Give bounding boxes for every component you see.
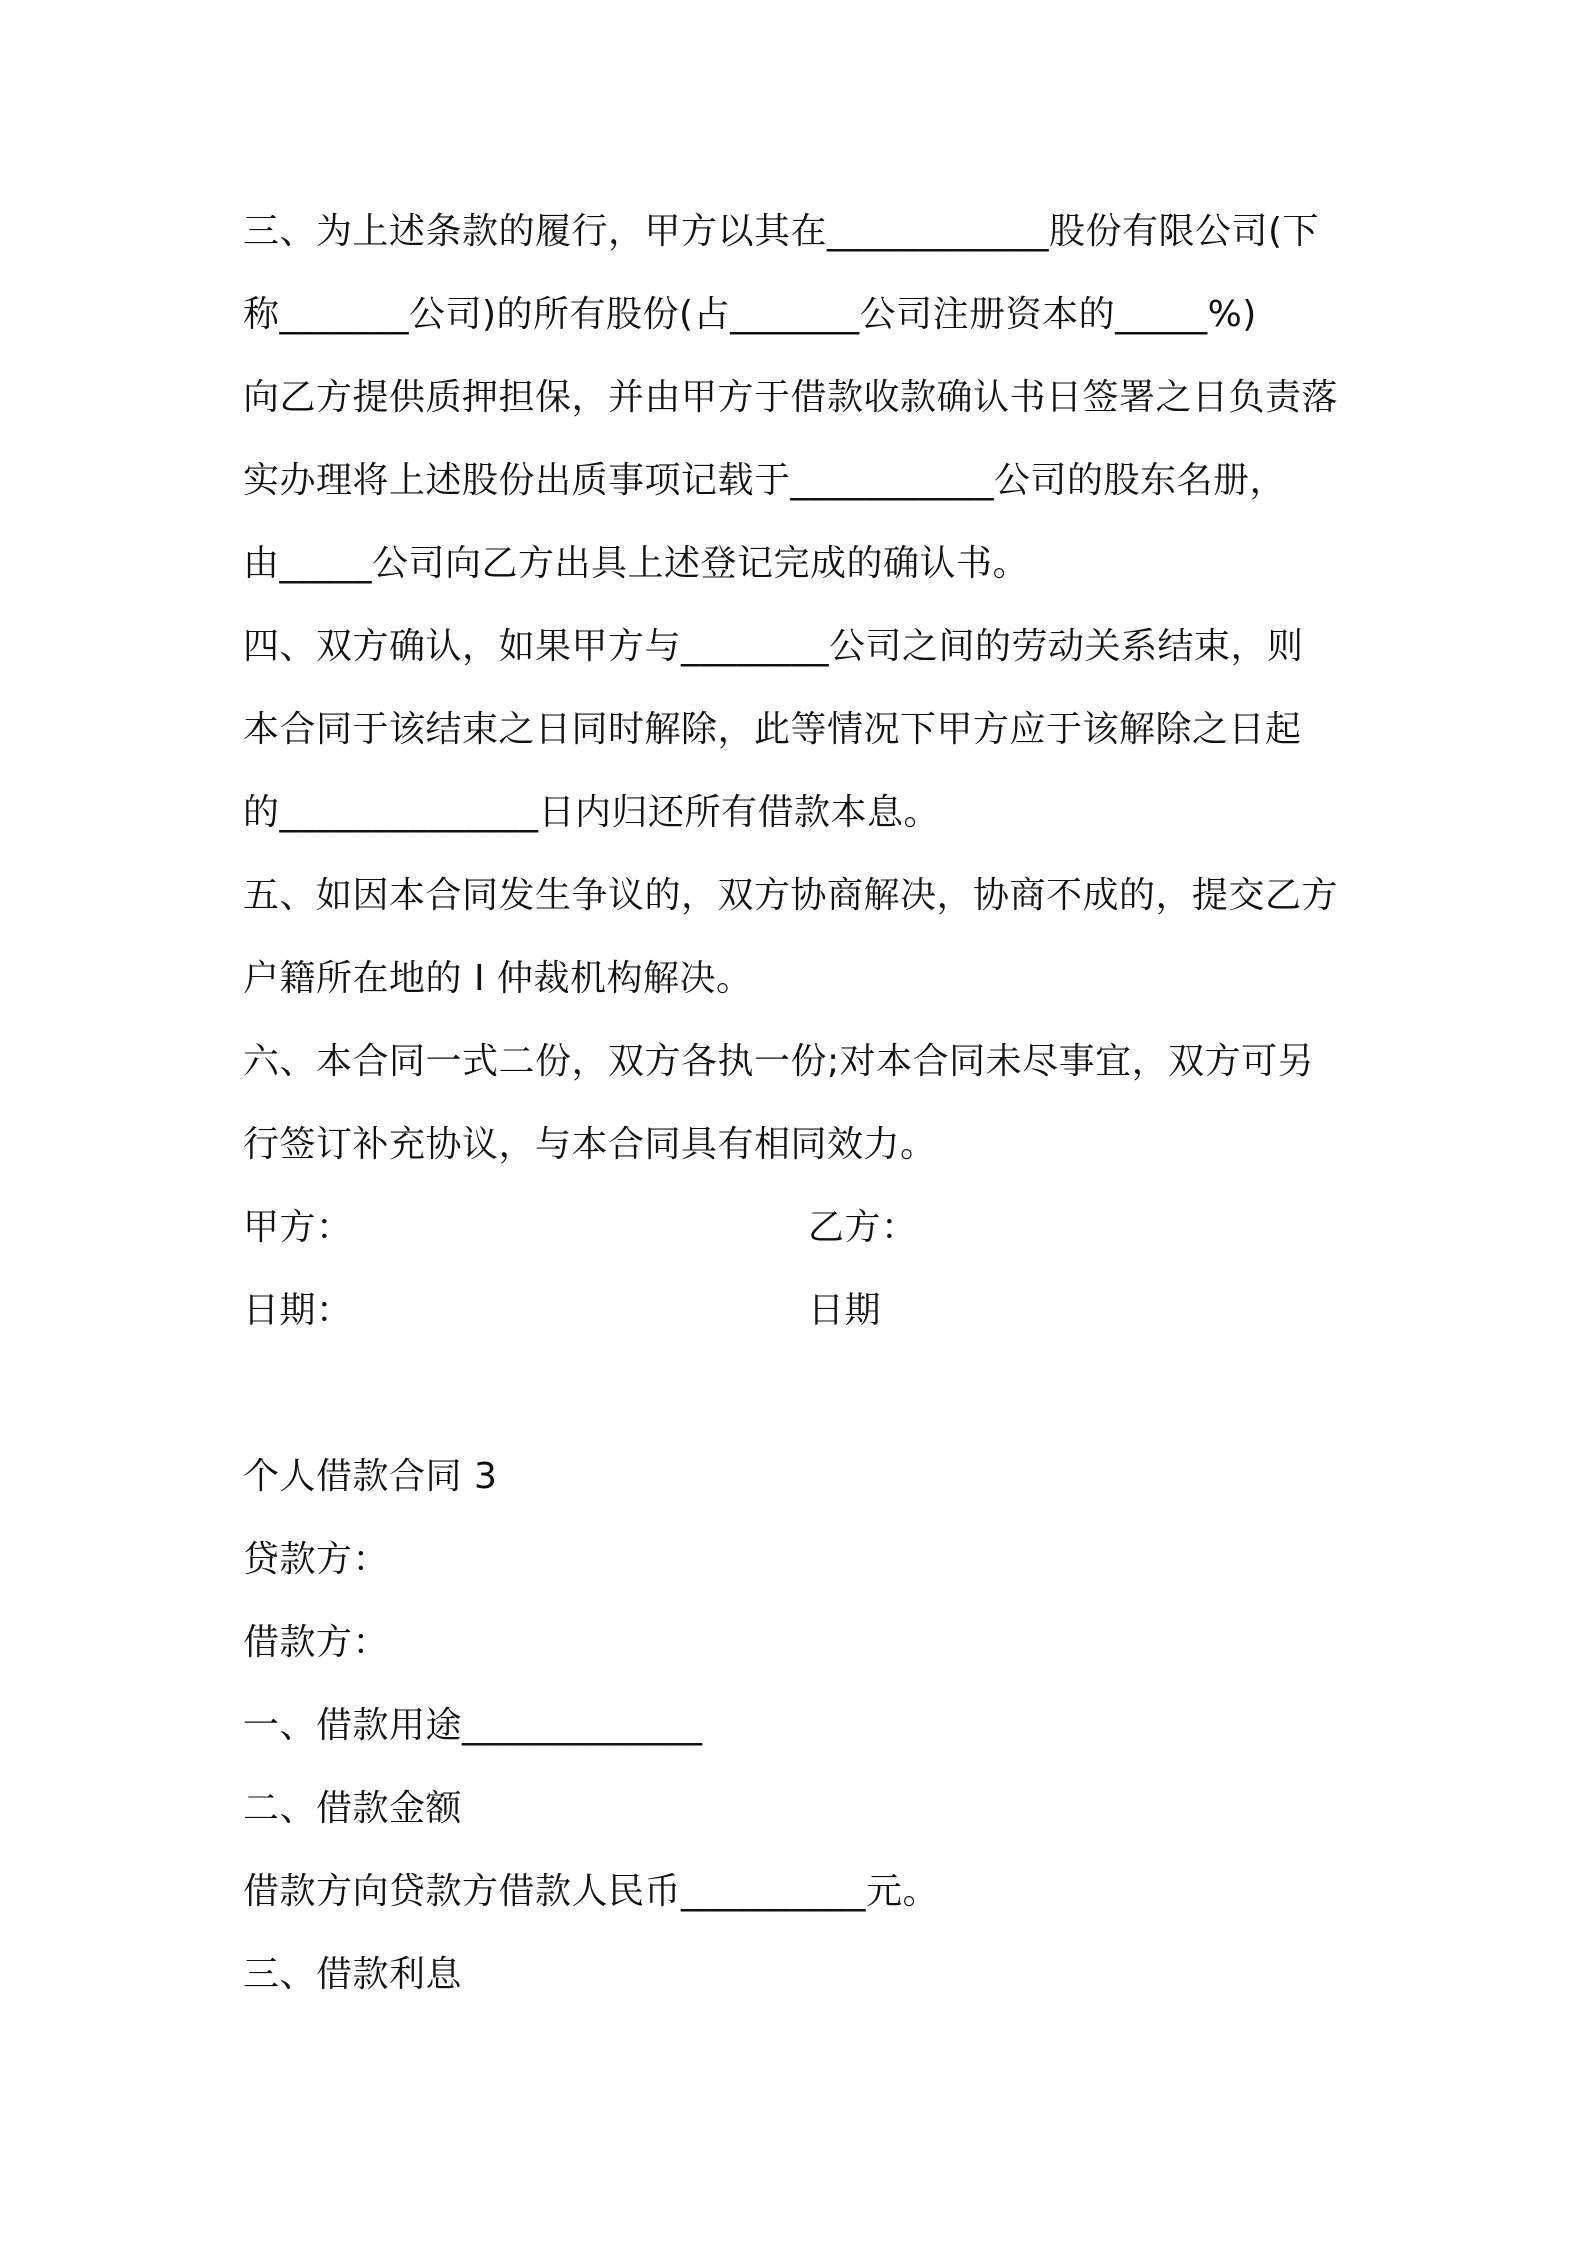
clause3-line-3: 向乙方提供质押担保，并由甲方于借款收款确认书日签署之日负责落 xyxy=(243,377,1339,418)
lender-label: 贷款方： xyxy=(243,1539,390,1580)
clause4-line-2: 本合同于该结束之日同时解除，此等情况下甲方应于该解除之日起 xyxy=(243,709,1302,750)
borrower-label: 借款方： xyxy=(243,1622,390,1663)
date-a-label: 日期： xyxy=(243,1290,353,1331)
clause3-line-5: 由_____公司向乙方出具上述登记完成的确认书。 xyxy=(243,543,1030,584)
clause6-line-2: 行签订补充协议，与本合同具有相同效力。 xyxy=(243,1124,937,1165)
party-a-label: 甲方： xyxy=(243,1207,353,1248)
purpose-line: 一、借款用途_____________ xyxy=(243,1705,703,1746)
clause5-line-1: 五、如因本合同发生争议的，双方协商解决，协商不成的，提交乙方 xyxy=(243,875,1339,916)
amount-heading: 二、借款金额 xyxy=(243,1788,463,1829)
clause6-line-1: 六、本合同一式二份，双方各执一份;对本合同未尽事宜，双方可另 xyxy=(243,1041,1315,1082)
interest-heading: 三、借款利息 xyxy=(243,1954,463,1995)
clause4-line-3: 的______________日内归还所有借款本息。 xyxy=(243,792,941,833)
clause3-line-2: 称_______公司)的所有股份(占_______公司注册资本的_____%) xyxy=(243,294,1257,335)
clause3-line-4: 实办理将上述股份出质事项记载于___________公司的股东名册， xyxy=(243,460,1287,501)
clause5-line-2: 户籍所在地的 I 仲裁机构解决。 xyxy=(243,958,753,999)
contract3-title: 个人借款合同 3 xyxy=(243,1456,498,1497)
clause4-line-1: 四、双方确认，如果甲方与________公司之间的劳动关系结束，则 xyxy=(243,626,1304,667)
amount-text: 借款方向贷款方借款人民币__________元。 xyxy=(243,1871,940,1912)
clause3-line-1: 三、为上述条款的履行，甲方以其在____________股份有限公司(下 xyxy=(243,211,1320,252)
party-b-label: 乙方： xyxy=(808,1207,918,1248)
date-b-label: 日期 xyxy=(808,1290,882,1331)
